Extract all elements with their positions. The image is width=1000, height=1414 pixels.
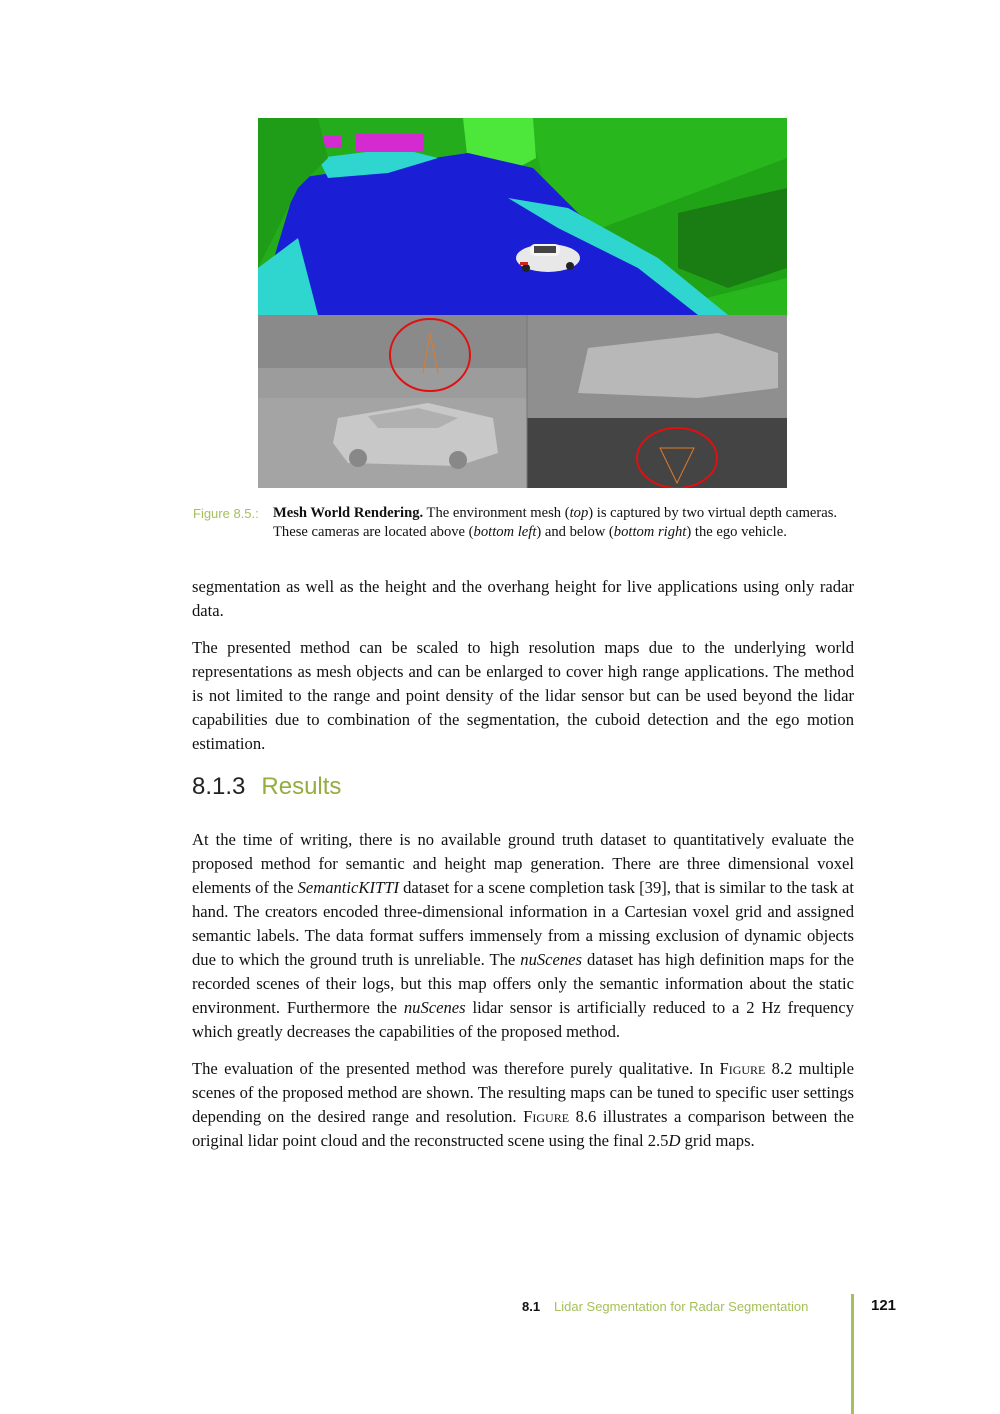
results-paragraph-2: The evaluation of the presented method was therefore purely qualitative. In Figure 8.2 multiple scenes of the proposed method are shown. The resulting maps can be tuned to specific user settings depending on the desired range and resolution. Figure 8.6 illustrates a comparison between the original lidar point cloud and the reconstructed scene using the final 2.5D grid maps. xyxy=(192,1059,854,1150)
figure-8-5-image xyxy=(258,118,787,488)
section-title: Results xyxy=(261,773,342,800)
footer-section-number: 8.1 xyxy=(522,1299,541,1314)
ego-vehicle-top xyxy=(516,244,580,272)
top-panel-semantic-mesh xyxy=(258,118,787,315)
figure-label: Figure 8.5.: xyxy=(193,506,259,521)
footer-rule xyxy=(851,1294,854,1414)
bottom-right-panel-depth-view xyxy=(527,315,787,488)
figure-caption: Figure 8.5.: Mesh World Rendering. The environment mesh (top) is captured by two virtual depth cameras. These cameras are located above (bottom left) and below (bottom right) the ego vehicle. xyxy=(193,505,838,540)
body-paragraph-2: The presented method can be scaled to high resolution maps due to the underlying world representations as mesh objects and can be enlarged to cover high range applications. The method is not limited to the range and point density of the lidar sensor but can be used beyond the lidar capabilities due to combination of the segmentation, the cuboid detection and the ego motion estimation. xyxy=(192,638,854,753)
section-heading xyxy=(192,772,341,802)
footer-section-title: Lidar Segmentation for Radar Segmentation xyxy=(554,1299,809,1314)
results-paragraph-1: At the time of writing, there is no available ground truth dataset to quantitatively evaluate the proposed method for semantic and height map generation. There are three dimensional voxel elements of the SemanticKITTI dataset for a scene completion task [39], that is similar to the task at hand. The creators encoded three-dimensional information in a Cartesian voxel grid and assigned semantic labels. The data format suffers immensely from a missing exclusion of dynamic objects due to which the ground truth is unreliable. The nuScenes dataset has high definition maps for the recorded scenes of their logs, but this map offers only the semantic information about the static environment. Furthermore the nuScenes lidar sensor is artificially reduced to a 2 Hz frequency which greatly decreases the capabilities of the proposed method. xyxy=(192,830,854,1041)
figure-ref: Figure xyxy=(523,1107,570,1126)
page-number: 121 xyxy=(871,1297,897,1314)
figure-ref: Figure xyxy=(719,1059,766,1078)
bottom-left-panel-depth-view xyxy=(258,315,527,488)
section-number: 8.1.3 xyxy=(192,773,246,800)
figure-title: Mesh World Rendering. xyxy=(273,505,424,521)
body-paragraph-1: segmentation as well as the height and the overhang height for live applications using only radar data. xyxy=(192,577,854,620)
